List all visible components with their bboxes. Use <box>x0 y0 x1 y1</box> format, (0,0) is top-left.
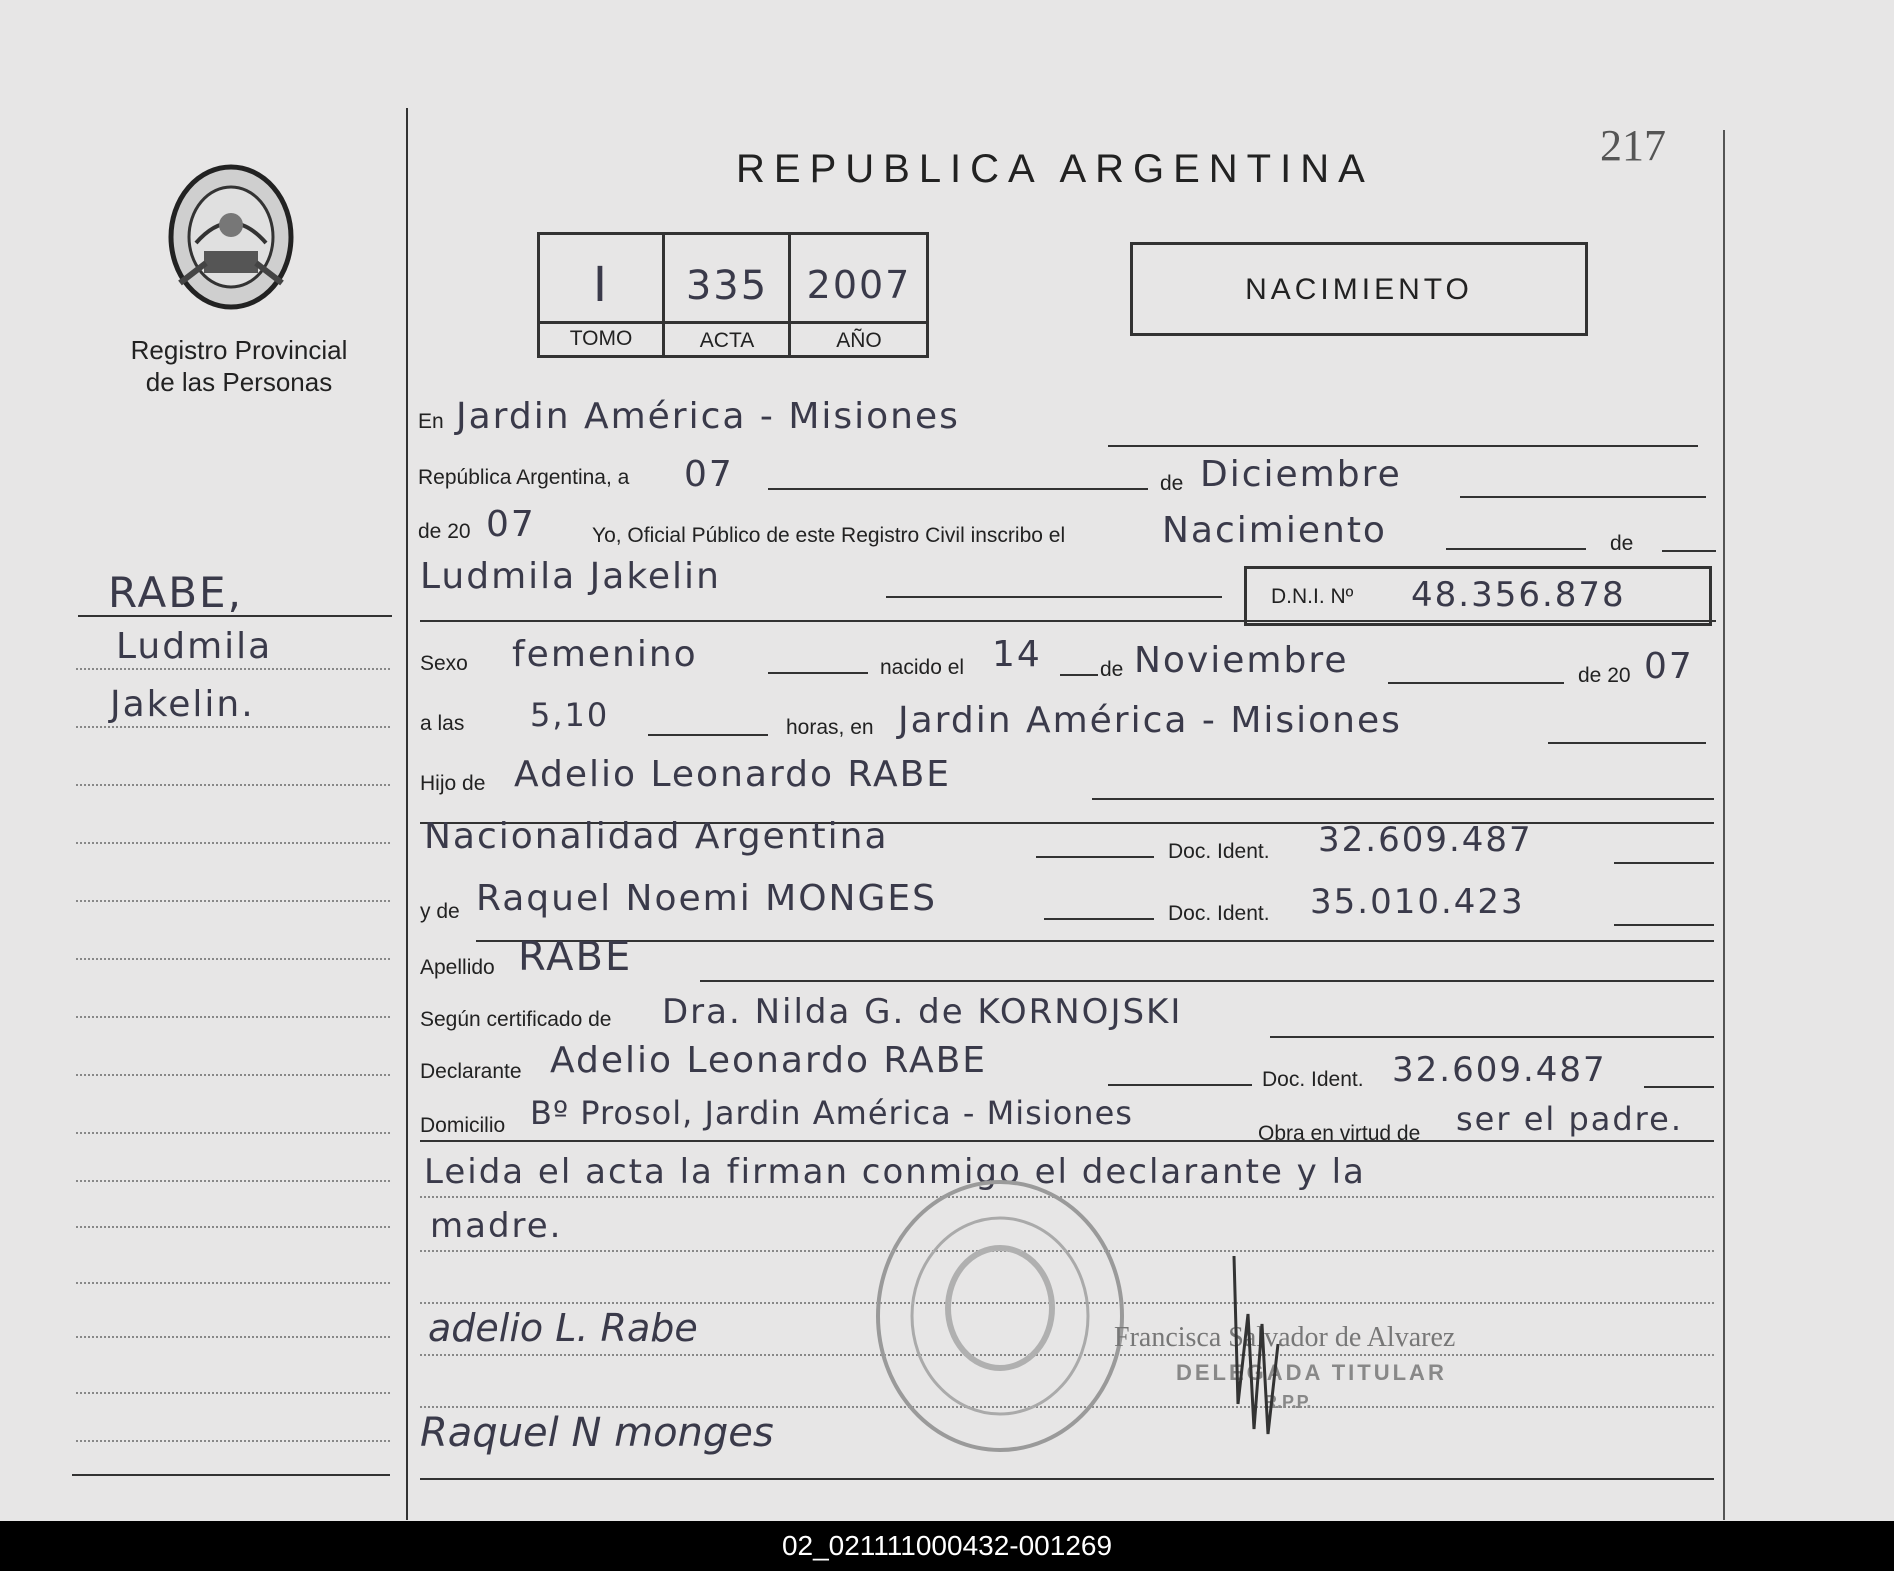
domicilio-rule <box>420 1140 1714 1142</box>
registry-name-line1: Registro Provincial <box>130 335 348 365</box>
sexo-label: Sexo <box>420 652 468 675</box>
margin-dotline <box>76 668 390 670</box>
anio2-value: 07 <box>486 504 536 545</box>
margin-bottom-rule <box>72 1474 390 1476</box>
acta-label: ACTA <box>699 329 755 352</box>
madre-value: Raquel Noemi MONGES <box>476 878 937 919</box>
margin-name1: Ludmila <box>116 626 273 667</box>
padre-nac-value: Nacionalidad Argentina <box>424 816 889 857</box>
sexo-value: femenino <box>512 634 698 675</box>
yde-label: y de <box>420 900 460 923</box>
domicilio-value: Bº Prosol, Jardin América - Misiones <box>530 1094 1133 1132</box>
de-label: de <box>1160 472 1184 495</box>
nombre-line <box>886 596 1222 598</box>
nac-de-label: de <box>1100 658 1124 681</box>
official-name: Francisca Salvador de Alvarez <box>1114 1322 1456 1353</box>
certificado-value: Dra. Nilda G. de KORNOJSKI <box>662 992 1183 1032</box>
lugar-nac-value: Jardin América - Misiones <box>898 700 1402 741</box>
declarante-doc-value: 32.609.487 <box>1392 1050 1607 1090</box>
nombre-value: Ludmila Jakelin <box>420 556 721 597</box>
margin-dotline <box>76 1336 390 1338</box>
margin-dotline <box>76 1016 390 1018</box>
margin-dotline <box>76 1180 390 1182</box>
padre-value: Adelio Leonardo RABE <box>514 754 952 795</box>
margin-dotline <box>76 900 390 902</box>
madre-doc-line <box>1614 924 1714 926</box>
registry-seal <box>166 163 296 311</box>
republica-label: República Argentina, a <box>418 466 630 489</box>
row4-rule <box>420 620 1716 622</box>
alas-label: a las <box>420 712 465 735</box>
margin-dotline <box>76 784 390 786</box>
mes-value: Diciembre <box>1200 454 1402 495</box>
dni-box <box>1244 566 1712 626</box>
tomo-label: TOMO <box>569 327 633 350</box>
de-label2: de <box>1610 532 1634 555</box>
declarante-line <box>1108 1084 1252 1086</box>
signature-madre: Raquel N monges <box>420 1410 774 1456</box>
anio-label: AÑO <box>836 329 882 352</box>
dia-value: 07 <box>684 454 734 495</box>
act-type-box <box>1130 242 1588 336</box>
madre-rule2 <box>476 940 1714 942</box>
certificado-line <box>1270 1036 1714 1038</box>
nac-dia-line <box>1060 674 1098 676</box>
nacido-label: nacido el <box>880 656 965 679</box>
nac-mes-line <box>1388 682 1564 684</box>
official-title: DELEGADA TITULAR <box>1176 1360 1447 1385</box>
nac-mes-value: Noviembre <box>1134 640 1349 681</box>
inscribo-line <box>1446 548 1586 550</box>
margin-dotline <box>76 1074 390 1076</box>
hijo-label: Hijo de <box>420 772 486 795</box>
en-label: En <box>418 410 444 433</box>
lugar-nac-line <box>1548 742 1706 744</box>
apellido-value: RABE <box>518 934 633 980</box>
acta-value: 335 <box>685 263 769 309</box>
nac-anio-value: 07 <box>1644 646 1694 687</box>
apellido-label: Apellido <box>420 956 495 979</box>
margin-surname: RABE, <box>108 568 243 617</box>
page-title: REPUBLICA ARGENTINA <box>736 147 1374 191</box>
mes-line <box>1460 496 1706 498</box>
act-type-label: NACIMIENTO <box>1245 273 1473 306</box>
en-value: Jardin América - Misiones <box>456 396 960 437</box>
padre-line <box>1092 798 1714 800</box>
nota-line2: madre. <box>430 1206 563 1246</box>
official-office: R.P.P. <box>1264 1392 1312 1412</box>
declarante-doc-label: Doc. Ident. <box>1262 1068 1364 1091</box>
margin-dotline <box>76 1226 390 1228</box>
nac-de20-label: de 20 <box>1578 664 1631 687</box>
official-stamp <box>872 1176 1128 1456</box>
nota-line1: Leida el acta la firman conmigo el declarante y la <box>424 1152 1366 1192</box>
madre-line <box>1044 918 1154 920</box>
margin-dotline <box>76 726 390 728</box>
certificado-label: Según certificado de <box>420 1008 612 1031</box>
yo-label: Yo, Oficial Público de este Registro Civil inscribo el <box>592 524 1066 547</box>
signature-declarante: adelio L. Rabe <box>428 1306 698 1350</box>
nac-dia-value: 14 <box>992 634 1042 675</box>
dni-value: 48.356.878 <box>1411 575 1626 615</box>
right-border <box>1723 130 1725 1520</box>
domicilio-label: Domicilio <box>420 1114 506 1137</box>
margin-dotline <box>76 1132 390 1134</box>
padre-doc-line <box>1614 862 1714 864</box>
margin-dotline <box>76 958 390 960</box>
sexo-line <box>768 672 868 674</box>
registry-name-line2: de las Personas <box>145 367 333 397</box>
dia-line <box>768 488 1148 490</box>
dni-label: D.N.I. Nº <box>1271 585 1354 608</box>
margin-rule <box>78 615 392 617</box>
act-number-box <box>537 232 929 358</box>
horas-label: horas, en <box>786 716 874 739</box>
margin-name2: Jakelin. <box>110 684 255 725</box>
padre-doc-value: 32.609.487 <box>1318 820 1533 860</box>
margin-dotline <box>76 1282 390 1284</box>
en-line <box>1108 445 1698 447</box>
inscribo-value: Nacimiento <box>1162 510 1387 551</box>
de2-line <box>1662 550 1716 552</box>
declarante-value: Adelio Leonardo RABE <box>550 1040 988 1081</box>
madre-doc-value: 35.010.423 <box>1310 882 1525 922</box>
margin-divider <box>406 108 408 1520</box>
padre-nac-line <box>1036 856 1154 858</box>
document-code: 02_021111000432-001269 <box>0 1521 1894 1571</box>
obra-value: ser el padre. <box>1456 1100 1683 1138</box>
margin-dotline <box>76 842 390 844</box>
registry-name <box>100 334 378 398</box>
hora-value: 5,10 <box>530 696 610 734</box>
anio-value: 2007 <box>806 263 912 307</box>
declarante-doc-line <box>1644 1086 1714 1088</box>
declarante-label: Declarante <box>420 1060 522 1083</box>
margin-dotline <box>76 1392 390 1394</box>
apellido-line <box>700 980 1714 982</box>
folio-number: 217 <box>1600 121 1666 170</box>
hora-line <box>648 734 768 736</box>
margin-dotline <box>76 1440 390 1442</box>
padre-doc-label: Doc. Ident. <box>1168 840 1270 863</box>
madre-doc-label: Doc. Ident. <box>1168 902 1270 925</box>
official-signature <box>1228 1254 1308 1444</box>
de20-label: de 20 <box>418 520 471 543</box>
tomo-value: I <box>592 257 610 313</box>
bottom-rule <box>420 1478 1714 1480</box>
obra-label: Obra en virtud de <box>1258 1122 1421 1145</box>
